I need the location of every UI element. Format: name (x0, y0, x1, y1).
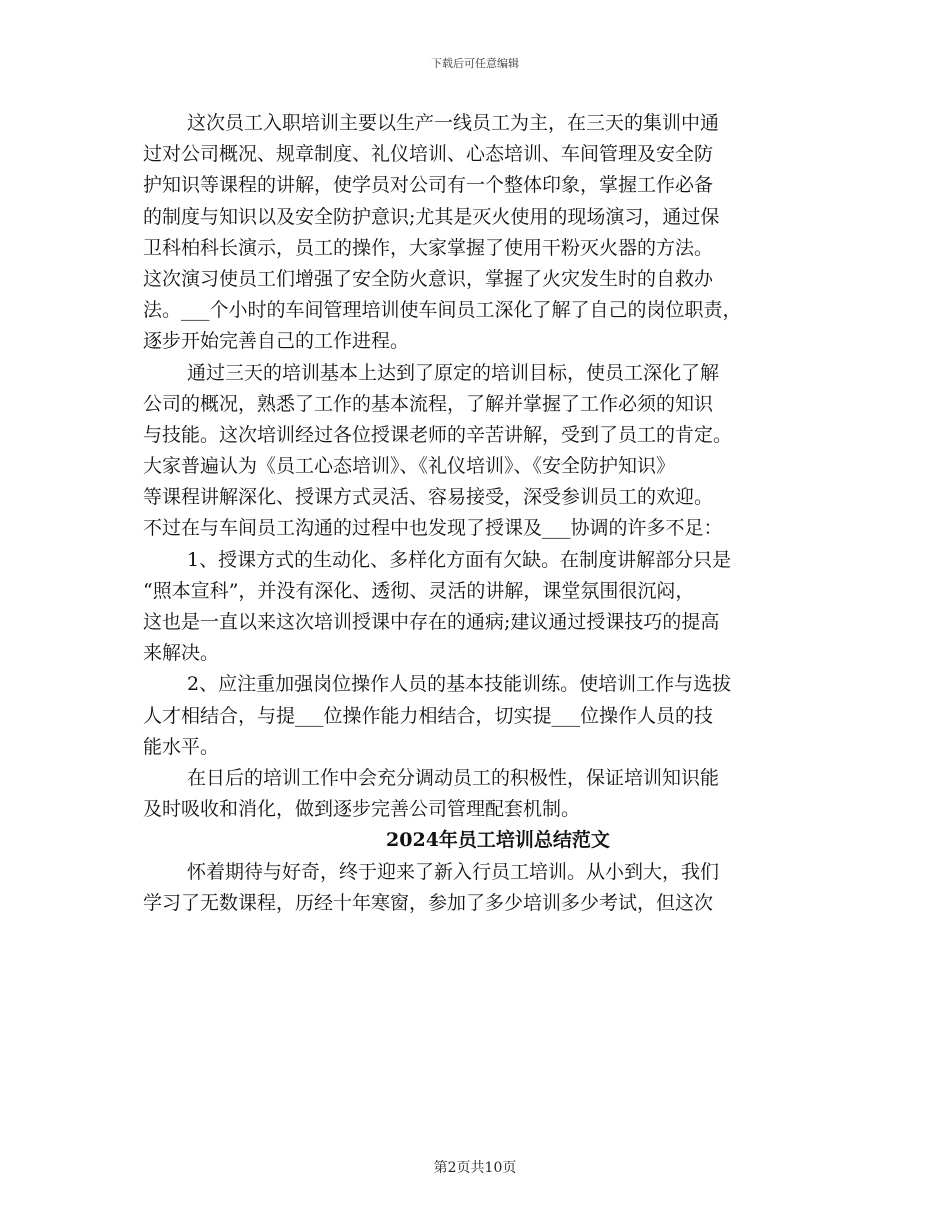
paragraph-line: 学习了无数课程，历经十年寒窗，参加了多少培训多少考试，但这次 (143, 891, 714, 914)
paragraph-line: 不过在与车间员工沟通的过程中也发现了授课及___协调的许多不足： (143, 517, 723, 540)
list-item-line: 2、应注重加强岗位操作人员的基本技能训练。使培训工作与选拔 (187, 673, 732, 696)
list-item-line: 能水平。 (143, 735, 220, 758)
paragraph-line: 这次演习使员工们增强了安全防火意识，掌握了火灾发生时的自救办 (143, 267, 714, 290)
paragraph-line: 卫科柏科长演示，员工的操作，大家掌握了使用干粉灭火器的方法。 (143, 236, 714, 259)
list-item-line: 人才相结合，与提___位操作能力相结合，切实提___位操作人员的技 (143, 704, 714, 727)
paragraph-line: 及时吸收和消化，做到逐步完善公司管理配套机制。 (143, 798, 581, 821)
list-item-line: “照本宣科”，并没有深化、透彻、灵活的讲解，课堂氛围很沉闷， (143, 579, 695, 602)
paragraph-line: 逐步开始完善自己的工作进程。 (143, 330, 410, 353)
paragraph-line: 等课程讲解深化、授课方式灵活、容易接受，深受参训员工的欢迎。 (143, 486, 714, 509)
paragraph-line: 在日后的培训工作中会充分调动员工的积极性，保证培训知识能 (187, 766, 720, 789)
page-header: 下载后可任意编辑 (431, 57, 519, 70)
document-body (143, 108, 823, 919)
paragraph-line: 法。___个小时的车间管理培训使车间员工深化了解了自己的岗位职责， (143, 299, 742, 322)
section-heading: 2024年员工培训总结范文 (386, 829, 610, 852)
paragraph-line: 与技能。这次培训经过各位授课老师的辛苦讲解，受到了员工的肯定。 (143, 423, 733, 446)
paragraph-line: 通过三天的培训基本上达到了原定的培训目标，使员工深化了解 (187, 361, 720, 384)
paragraph-line: 公司的概况，熟悉了工作的基本流程，了解并掌握了工作必须的知识 (143, 392, 714, 415)
paragraph-line: 大家普遍认为《员工心态培训》、《礼仪培训》、《安全防护知识》 (143, 455, 676, 478)
paragraph-line: 的制度与知识以及安全防护意识;尤其是灭火使用的现场演习，通过保 (143, 205, 720, 228)
paragraph-line: 这次员工入职培训主要以生产一线员工为主，在三天的集训中通 (187, 112, 720, 134)
paragraph-line: 护知识等课程的讲解，使学员对公司有一个整体印象，掌握工作必备 (143, 174, 714, 197)
list-item-line: 来解决。 (143, 642, 220, 665)
list-item-line: 1、授课方式的生动化、多样化方面有欠缺。在制度讲解部分只是 (187, 548, 732, 571)
page-footer: 第2页共10页 (433, 1160, 517, 1176)
list-item-line: 这也是一直以来这次培训授课中存在的通病;建议通过授课技巧的提高 (143, 611, 720, 633)
paragraph-line: 过对公司概况、规章制度、礼仪培训、心态培训、车间管理及安全防 (143, 143, 714, 166)
paragraph-line: 怀着期待与好奇，终于迎来了新入行员工培训。从小到大，我们 (187, 860, 720, 883)
